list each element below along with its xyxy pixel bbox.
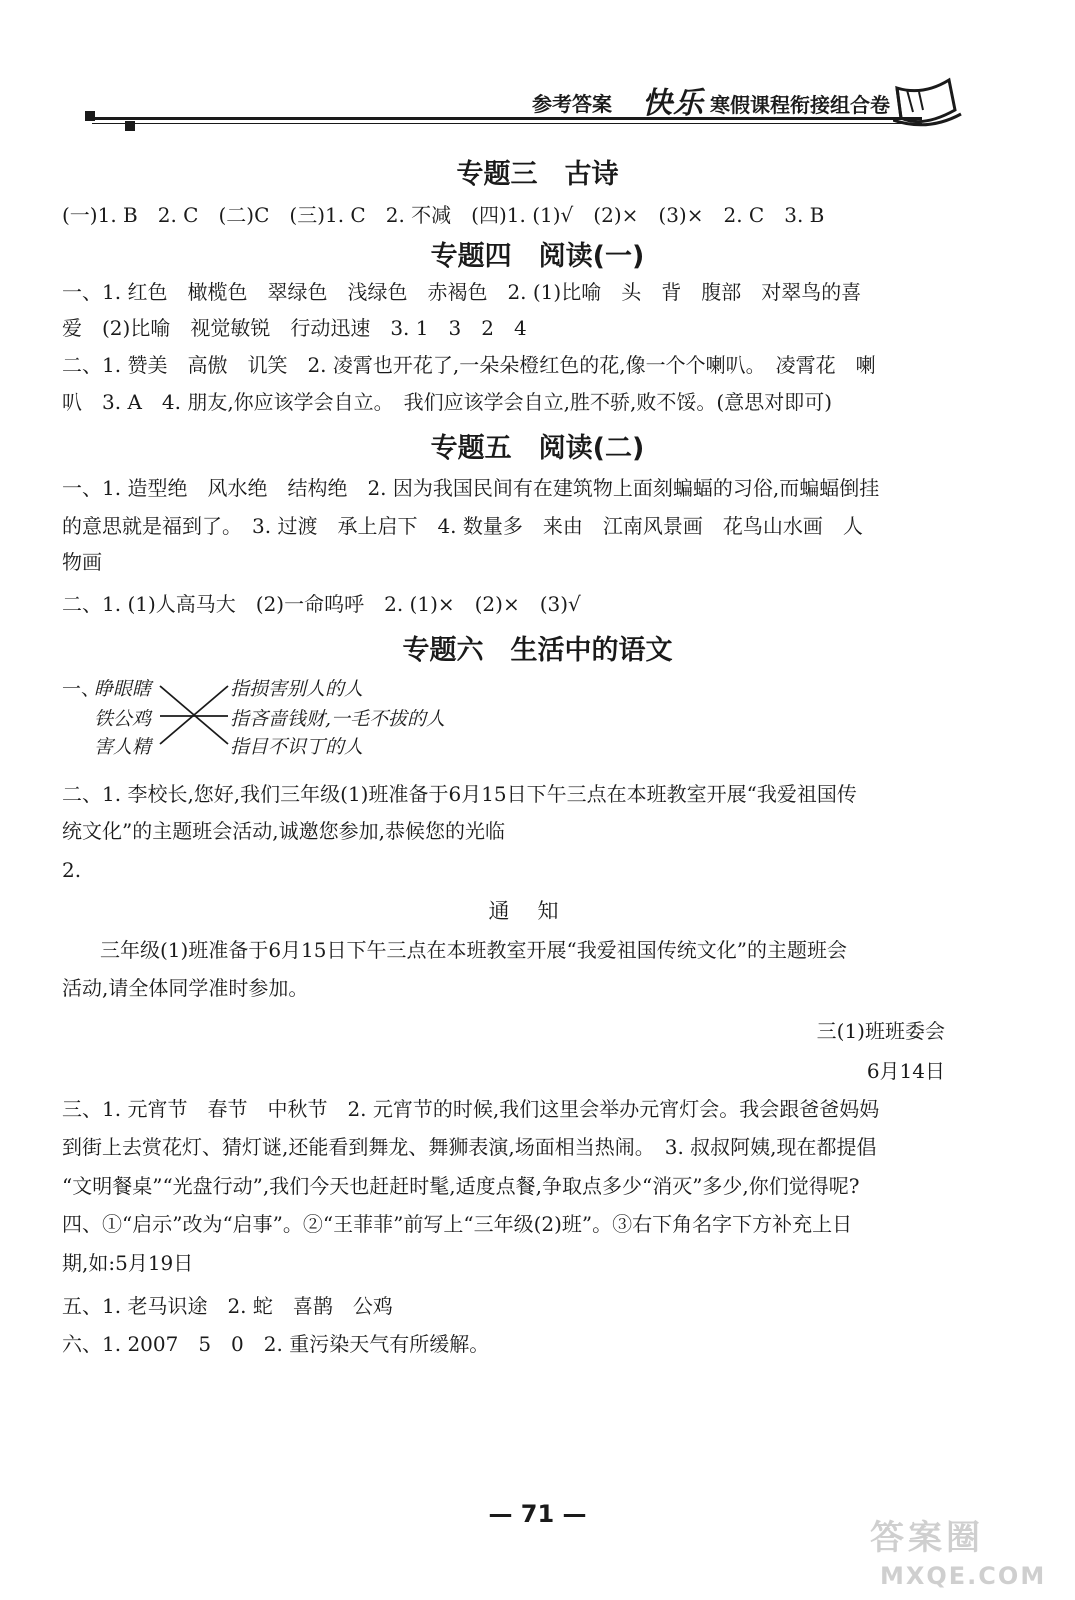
answer-line: 期,如:5月19日	[62, 1251, 194, 1275]
answer-line: 五、1. 老马识途 2. 蛇 喜鹊 公鸡	[62, 1294, 393, 1318]
header-brand: 快乐	[642, 86, 704, 121]
matching-right-item: 指吝啬钱财,一毛不拔的人	[230, 708, 446, 730]
answer-line: 2.	[62, 858, 82, 882]
notice-title: 通知	[488, 899, 587, 923]
answer-line: “文明餐桌”“光盘行动”,我们今天也赶赶时髦,适度点餐,争取点多少“消灭”多少,你们觉得呢?	[62, 1174, 860, 1198]
matching-left-item: 铁公鸡	[94, 708, 152, 730]
header-series: 寒假课程衔接组合卷	[710, 93, 890, 117]
answer-line: 二、1. (1)人高马大 (2)一命呜呼 2. (1)× (2)× (3)√	[62, 592, 581, 616]
section-title-s4: 专题四 阅读(一)	[430, 241, 645, 272]
answer-line: 一、1. 造型绝 风水绝 结构绝 2. 因为我国民间有在建筑物上面刻蝙蝠的习俗,而蝙蝠倒挂	[62, 476, 880, 500]
matching-exercise	[62, 672, 542, 762]
answer-line: 统文化”的主题班会活动,诚邀您参加,恭候您的光临	[62, 819, 505, 843]
matching-prefix: 一、	[62, 678, 101, 700]
section-title-s5: 专题五 阅读(二)	[430, 433, 645, 464]
page-header	[0, 0, 1075, 150]
watermark-url: MXQE.COM	[880, 1562, 1047, 1590]
notice-date: 6月14日	[866, 1059, 945, 1083]
answer-line: 四、①“启示”改为“启事”。②“王菲菲”前写上“三年级(2)班”。③右下角名字下方补充上日	[62, 1212, 853, 1236]
answer-line: 爱 (2)比喻 视觉敏锐 行动迅速 3. 1 3 2 4	[62, 316, 527, 340]
answer-line: 一、1. 红色 橄榄色 翠绿色 浅绿色 赤褐色 2. (1)比喻 头 背 腹部 对翠鸟的喜	[62, 280, 862, 304]
matching-right-item: 指目不识丁的人	[230, 736, 364, 758]
answer-line: 三、1. 元宵节 春节 中秋节 2. 元宵节的时候,我们这里会举办元宵灯会。我会跟爸爸妈妈	[62, 1097, 880, 1121]
watermark	[870, 1510, 1070, 1595]
answer-line: 的意思就是福到了。 3. 过渡 承上启下 4. 数量多 来由 江南风景画 花鸟山水画 人	[62, 514, 863, 538]
header-ref-label: 参考答案	[532, 92, 612, 116]
answer-line: 六、1. 2007 5 0 2. 重污染天气有所缓解。	[62, 1332, 490, 1356]
watermark-text: 答案圈	[870, 1518, 984, 1558]
notice-signature: 三(1)班班委会	[816, 1019, 945, 1043]
header-rule	[92, 123, 922, 124]
matching-left-item: 害人精	[94, 736, 152, 758]
matching-lines	[158, 672, 238, 762]
answer-line: 到街上去赏花灯、猜灯谜,还能看到舞龙、舞狮表演,场面相当热闹。 3. 叔叔阿姨,现在都提倡	[62, 1135, 877, 1159]
notice-body-line: 三年级(1)班准备于6月15日下午三点在本班教室开展“我爱祖国传统文化”的主题班会	[100, 938, 847, 962]
section-title-s6: 专题六 生活中的语文	[402, 635, 673, 666]
section-title-s3: 专题三 古诗	[456, 159, 619, 190]
answer-line: 二、1. 赞美 高傲 讥笑 2. 凌霄也开花了,一朵朵橙红色的花,像一个个喇叭。 凌霄花 喇	[62, 353, 876, 377]
notice-body-line: 活动,请全体同学准时参加。	[62, 976, 309, 1000]
book-icon	[893, 70, 963, 130]
page-number: — 71 —	[488, 1500, 587, 1528]
answer-line: 二、1. 李校长,您好,我们三年级(1)班准备于6月15日下午三点在本班教室开展“我爱祖国传	[62, 782, 857, 806]
answer-line: 叭 3. A 4. 朋友,你应该学会自立。 我们应该学会自立,胜不骄,败不馁。(意思对即可)	[62, 390, 832, 414]
answer-line: (一)1. B 2. C (二)C (三)1. C 2. 不减 (四)1. (1)√ (2)× (3)× 2. C 3. B	[62, 203, 825, 227]
answer-line: 物画	[62, 550, 102, 574]
matching-right-item: 指损害别人的人	[230, 678, 364, 700]
matching-left-item: 睁眼瞎	[94, 678, 152, 700]
